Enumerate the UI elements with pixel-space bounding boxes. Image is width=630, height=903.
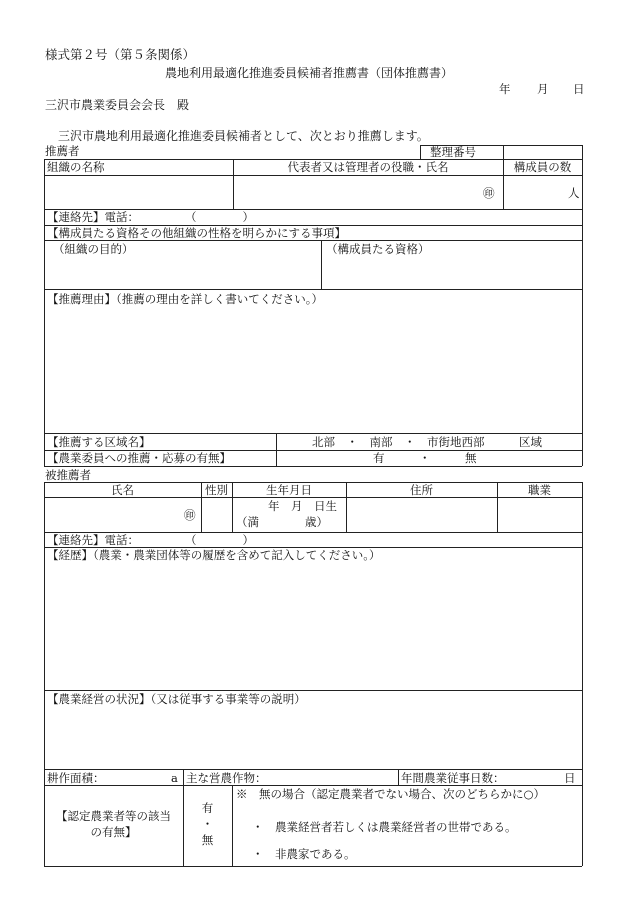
cultivated-area-unit: a xyxy=(171,771,178,785)
rule xyxy=(582,145,583,466)
recommendation-reason-field[interactable] xyxy=(46,308,580,432)
rule xyxy=(44,289,582,290)
recommended-area-label: 【推薦する区域名】 xyxy=(47,435,151,449)
members-count-label: 構成員の数 xyxy=(513,160,572,174)
work-days-label[interactable]: 年間農業従事日数： xyxy=(401,771,505,785)
recommender-section-label: 推薦者 xyxy=(45,144,80,158)
nominee-address-label: 住所 xyxy=(410,483,433,497)
nominee-birthdate-field[interactable]: 年 月 日生 xyxy=(268,499,337,513)
rule xyxy=(44,497,582,498)
nominee-gender-label: 性別 xyxy=(205,483,228,497)
org-character-label: 【構成員たる資格その他組織の性格を明らかにする事項】 xyxy=(47,226,346,240)
career-field[interactable] xyxy=(46,564,580,688)
member-qualification-label: （構成員たる資格） xyxy=(326,242,430,256)
cultivated-area-label[interactable]: 耕作面積： xyxy=(47,771,105,785)
representative-label: 代表者又は管理者の役職・氏名 xyxy=(287,160,449,174)
date-day: 日 xyxy=(573,82,585,96)
rule xyxy=(44,433,582,434)
nominee-seal: ㊞ xyxy=(184,508,196,522)
reference-number-field[interactable] xyxy=(504,145,580,159)
rule xyxy=(44,690,582,691)
nominee-gender-field[interactable] xyxy=(203,499,231,531)
rule xyxy=(44,785,582,786)
farm-management-field[interactable] xyxy=(46,708,580,768)
rule xyxy=(44,866,582,867)
nominee-section-label: 被推薦者 xyxy=(45,468,91,482)
date-month: 月 xyxy=(537,82,549,96)
representative-seal: ㊞ xyxy=(483,186,495,200)
rule xyxy=(321,240,322,289)
members-unit: 人 xyxy=(568,186,580,200)
rule xyxy=(44,466,582,467)
form-title: 農地利用最適化推進委員候補者推薦書（団体推薦書） xyxy=(165,66,454,80)
recommendation-reason-label: 【推薦理由】（推薦の理由を詳しく書いてください。） xyxy=(47,292,323,306)
nominee-name-label: 氏名 xyxy=(111,483,134,497)
career-label: 【経歴】（農業・農業団体等の履歴を含めて記入してください。） xyxy=(47,548,381,562)
certified-no-option[interactable]: 無 xyxy=(201,833,214,847)
rule xyxy=(420,145,421,159)
form-number: 様式第２号（第５条関係） xyxy=(45,47,196,62)
org-purpose-label: （組織の目的） xyxy=(53,242,134,256)
members-count-field[interactable] xyxy=(505,177,565,208)
certified-separator: ・ xyxy=(201,817,214,831)
rule xyxy=(398,769,399,785)
rule xyxy=(232,785,233,866)
nominee-occupation-field[interactable] xyxy=(499,499,580,531)
main-crops-label[interactable]: 主な営農作物： xyxy=(186,771,267,785)
nominee-name-field[interactable] xyxy=(46,499,176,531)
rule xyxy=(44,159,45,466)
certified-farmer-label-line2: の有無】 xyxy=(90,825,137,839)
committee-application-options[interactable]: 有 ・ 無 xyxy=(373,451,477,465)
org-name-label: 組織の名称 xyxy=(47,160,105,174)
work-days-unit: 日 xyxy=(564,771,576,785)
rule xyxy=(276,433,277,466)
recommender-contact[interactable]: 【連絡先】電話： （ ） xyxy=(47,210,254,224)
farm-management-label: 【農業経営の状況】（又は従事する事業等の説明） xyxy=(47,692,306,706)
nominee-age-field[interactable]: （満 歳） xyxy=(236,515,328,529)
nominee-address-field[interactable] xyxy=(348,499,495,531)
reference-number-label: 整理番号 xyxy=(430,145,476,159)
intro-text: 三沢市農地利用最適化推進委員候補者として、次とおり推薦します。 xyxy=(58,129,429,143)
nominee-birthdate-label: 生年月日 xyxy=(266,483,312,497)
rule xyxy=(44,175,582,176)
rule xyxy=(582,482,583,866)
certified-none-note: ※ 無の場合（認定農業者でない場合、次のどちらかに○） xyxy=(236,787,546,801)
org-name-field[interactable] xyxy=(46,177,232,208)
representative-field[interactable] xyxy=(236,177,481,208)
nominee-contact[interactable]: 【連絡先】電話： （ ） xyxy=(47,533,254,547)
option-farm-household[interactable]: ・ 農業経営者若しくは農業経営者の世帯である。 xyxy=(252,820,517,834)
addressee: 三沢市農業委員会会長 殿 xyxy=(45,98,190,112)
rule xyxy=(44,240,582,241)
recommended-area-options[interactable]: 北部 ・ 南部 ・ 市街地西部 区域 xyxy=(312,435,542,449)
rule xyxy=(44,769,582,770)
nominee-occupation-label: 職業 xyxy=(528,483,551,497)
certified-yes-option[interactable]: 有 xyxy=(201,801,214,815)
certified-farmer-label-line1: 【認定農業者等の該当 xyxy=(56,809,171,823)
option-non-farmer[interactable]: ・ 非農家である。 xyxy=(252,847,356,861)
date-year: 年 xyxy=(499,82,511,96)
committee-application-label: 【農業委員への推薦・応募の有無】 xyxy=(47,451,231,465)
